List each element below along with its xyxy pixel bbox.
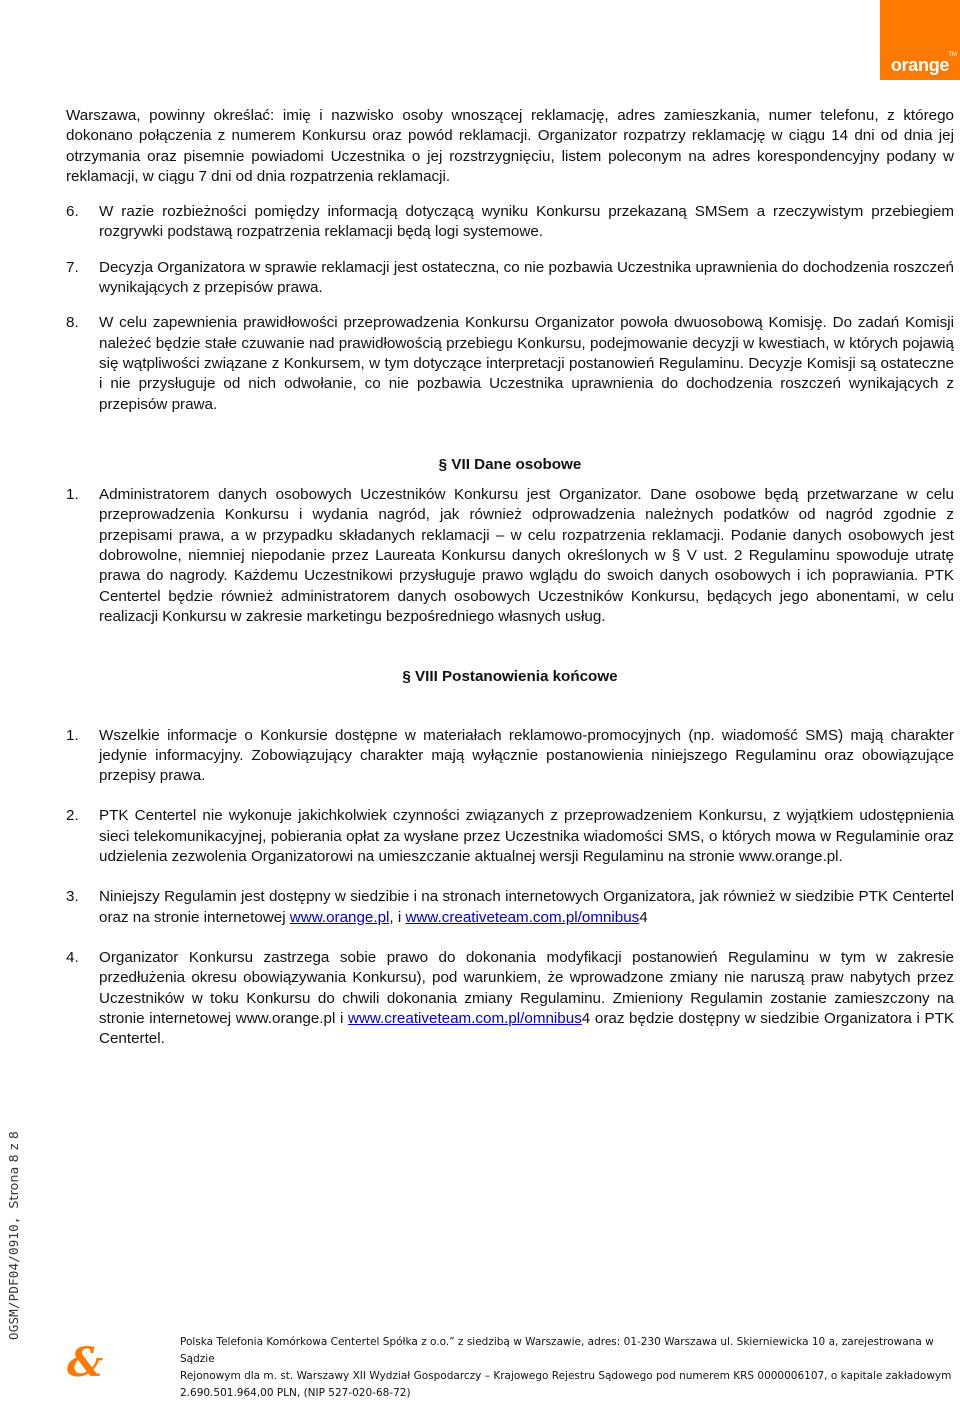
- list-item-viii-3: [66, 887, 954, 928]
- document-body: [66, 106, 954, 1049]
- list-item-viii-1: [66, 726, 954, 787]
- list-item-vii-1: [66, 485, 954, 627]
- item-number: 1.: [66, 726, 79, 744]
- footer-ampersand-logo: [66, 1342, 104, 1382]
- item-number: 7.: [66, 258, 79, 276]
- section-symbol: §: [402, 668, 416, 686]
- list-item-viii-2: [66, 806, 954, 867]
- orange-logo: [880, 0, 960, 80]
- item-number: 2.: [66, 807, 79, 825]
- item-text: W razie rozbieżności pomiędzy informacją dotyczącą wyniku Konkursu przekazaną SMSem a rzeczywistym przebiegiem rozgrywki podstawą rozpatrzenia reklamacji będą logi systemowe.: [99, 203, 954, 241]
- item-text: Niniejszy Regulamin jest dostępny w siedzibie i na stronach internetowych Organizatora, jak również w siedzibie PTK Centertel oraz na stronie internetowej www.orange.pl, i www.creativeteam.com.pl/omnibus4: [99, 888, 954, 926]
- item-text: W celu zapewnienia prawidłowości przeprowadzenia Konkursu Organizator powoła dwuosobową Komisję. Do zadań Komisji należeć będzie stałe czuwanie nad prawidłowością przebiegu Konkursu, podejmowanie decyzji w kwestiach, w których pojawią się wątpliwości związane z Konkursem, w tym dotyczące interpretacji postanowień Regulaminu. Decyzje Komisji są ostateczne i nie przysługuje od nich odwołanie, co nie pozbawia Uczestnika uprawnienia do dochodzenia roszczeń wynikających z przepisów prawa.: [99, 314, 954, 413]
- item-number: 4.: [66, 948, 79, 966]
- svg-text:&: &: [66, 1342, 104, 1382]
- document-code: OGSM/PDF04/0910,: [6, 1208, 21, 1340]
- list-item-viii-4: [66, 948, 954, 1049]
- item-number: 3.: [66, 888, 79, 906]
- logo-tm: TM: [948, 52, 957, 58]
- item-number: 6.: [66, 203, 79, 221]
- section-heading-vii: § VII Dane osobowe: [438, 455, 582, 473]
- item-text: Decyzja Organizatora w sprawie reklamacji jest ostateczna, co nie pozbawia Uczestnika uprawnienia do dochodzenia roszczeń wynikających z przepisów prawa.: [99, 258, 954, 297]
- list-item-8: [66, 313, 954, 414]
- item-text: PTK Centertel nie wykonuje jakichkolwiek czynności związanych z przeprowadzeniem Konkursu, z wyjątkiem udostępnienia sieci telekomunikacyjnej, pobierania opłat za wysłane przez Uczestnika wiadomości SMS, o których mowa w Regulaminie oraz udzielenia zezwolenia Organizatorowi na umieszczanie aktualnej wersji Regulaminu na stronie www.orange.pl.: [99, 807, 954, 866]
- footer-legal: [180, 1334, 960, 1402]
- item-number: 1.: [66, 486, 79, 504]
- item-text: Wszelkie informacje o Konkursie dostępne w materiałach reklamowo-promocyjnych (np. wiadomość SMS) mają charakter jedynie informacyjny. Zobowiązujący charakter mają wyłącznie postanowienia niniejszego Regulaminu oraz obowiązujące przepisy prawa.: [99, 726, 954, 785]
- footer-line-1: Polska Telefonia Komórkowa Centertel Spółka z o.o.” z siedzibą w Warszawie, adres: 01-230 Warszawa ul. Skierniewicka 10 a, zarejestrowana w Sądzie: [180, 1336, 934, 1365]
- item-number: 8.: [66, 314, 79, 332]
- intro-paragraph: Warszawa, powinny określać: imię i nazwisko osoby wnoszącej reklamację, adres zamieszkania, numer telefonu, z którego dokonano połączenia z numerem Konkursu oraz powód reklamacji. Organizator rozpatrzy reklamację w ciągu 14 dni od dnia jej otrzymania oraz pisemnie powiadomi Uczestnika o jej rozstrzygnięciu, listem poleconym na adres korespondencyjny podany w reklamacji, w ciągu 7 dni od dnia rozpatrzenia reklamacji.: [66, 107, 954, 185]
- list-item-6: [66, 202, 954, 243]
- section-heading-viii: § VIII Postanowienia końcowe: [402, 668, 618, 686]
- creativeteam-link[interactable]: www.creativeteam.com.pl/omnibus: [405, 908, 640, 926]
- item-text: Administratorem danych osobowych Uczestników Konkursu jest Organizator. Dane osobowe będą przetwarzane w celu przeprowadzenia Konkursu i wydania nagród, jak również odprowadzenia należnych podatków od nagród zgodnie z przepisami prawa, a w przypadku składanych reklamacji – w celu rozpatrzenia reklamacji. Podanie danych osobowych jest dobrowolne, niemniej niepodanie przez Laureata Konkursu danych określonych w § V ust. 2 Regulaminu spowoduje utratę prawa do nagrody. Każdemu Uczestnikowi przysługuje prawo wglądu do swoich danych osobowych i ich poprawiania. PTK Centertel będzie również administratorem danych osobowych Uczestników Konkursu, będących jego abonentami, w celu realizacji Konkursu w zakresie marketingu bezpośredniego własnych usług.: [99, 486, 954, 625]
- list-item-7: [66, 258, 954, 299]
- section-symbol: §: [438, 455, 452, 473]
- footer-line-3: 2.690.501.964,00 PLN, (NIP 527-020-68-72): [180, 1387, 411, 1399]
- logo-text: orange: [890, 55, 950, 75]
- creativeteam-link[interactable]: www.creativeteam.com.pl/omnibus: [347, 1009, 582, 1027]
- page-number: Strona 8 z 8: [6, 1130, 21, 1209]
- document-code-side: [6, 1131, 21, 1340]
- footer-line-2: Rejonowym dla m. st. Warszawy XII Wydział Gospodarczy – Krajowego Rejestru Sądowego pod numerem KRS 0000006107, o kapitale zakładowym: [180, 1370, 952, 1382]
- orange-link[interactable]: www.orange.pl: [289, 908, 390, 926]
- item-text: Organizator Konkursu zastrzega sobie prawo do dokonania modyfikacji postanowień Regulaminu w tym w zakresie przedłużenia okresu obowiązywania Konkursu), pod warunkiem, że wprowadzone zmiany nie naruszą praw nabytych przez Uczestników w toku Konkursu do chwili dokonania zmiany Regulaminu. Zmieniony Regulamin zostanie zamieszczony na stronie internetowej www.orange.pl i www.creativeteam.com.pl/omnibus4 oraz będzie dostępny w siedzibie Organizatora i PTK Centertel.: [99, 948, 954, 1048]
